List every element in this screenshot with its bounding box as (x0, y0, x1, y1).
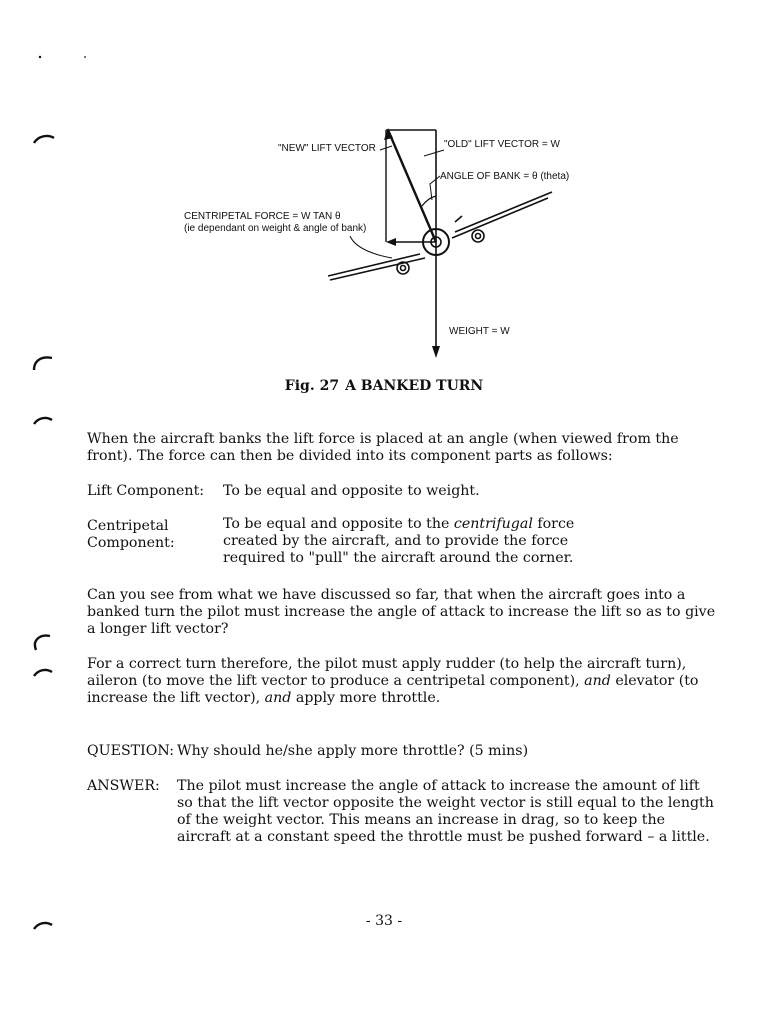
turn-paragraph: For a correct turn therefore, the pilot must apply rudder (to help the aircraft turn), aileron (to move the lift vector to produce a centripetal component), and elevator (to increase the lift vector), and apply more throttle. (87, 656, 699, 706)
new-lift-vector (388, 130, 436, 242)
bank-angle-label: ANGLE OF BANK = θ (theta) (440, 171, 570, 182)
margin-mark (28, 628, 58, 658)
figure-caption (0, 378, 768, 394)
answer-label: ANSWER: (87, 778, 160, 794)
margin-mark (30, 410, 60, 430)
banked-turn-diagram (0, 0, 768, 380)
weight-label: WEIGHT = W (449, 326, 510, 337)
lift-component-text: To be equal and opposite to weight. (223, 483, 480, 499)
margin-mark (30, 662, 60, 682)
page-number: - 33 - (365, 913, 403, 929)
centripetal-force-label: CENTRIPETAL FORCE = W TAN θ (184, 211, 341, 222)
centripetal-label-line2: Component: (87, 535, 175, 551)
centripetal-component-label (87, 518, 175, 552)
margin-mark (28, 350, 58, 380)
figure-title: A BANKED TURN (345, 378, 484, 394)
question-paragraph: Can you see from what we have discussed so far, that when the aircraft goes into a banked turn the pilot must increase the angle of attack to increase the lift so as to give a longer lift vector? (87, 587, 716, 637)
bank-angle-arc (422, 196, 436, 206)
centripetal-label-line1: Centripetal (87, 518, 169, 534)
centripetal-component-text: To be equal and opposite to the centrifugal force created by the aircraft, and to provide the force required to "pull" the aircraft around the corner. (223, 516, 575, 566)
new-lift-vector-label: "NEW" LIFT VECTOR (278, 143, 376, 154)
lift-component-label: Lift Component: (87, 483, 205, 499)
aircraft-silhouette (328, 192, 552, 280)
old-lift-vector-label: "OLD" LIFT VECTOR = W (444, 139, 560, 150)
question-label: QUESTION: (87, 743, 175, 759)
intro-paragraph: When the aircraft banks the lift force is placed at an angle (when viewed from the front). The force can then be divided into its component parts as follows: (87, 431, 679, 464)
figure-number: Fig. 27 (284, 378, 340, 394)
question-text: Why should he/she apply more throttle? (5 mins) (177, 743, 529, 759)
centripetal-force-note: (ie dependant on weight & angle of bank) (184, 223, 367, 234)
answer-text: The pilot must increase the angle of attack to increase the amount of lift so that the lift vector opposite the weight vector is still equal to the length of the weight vector. This means an increase in drag, so to keep the aircraft at a constant speed the throttle must be pushed forward – a little. (177, 778, 714, 845)
